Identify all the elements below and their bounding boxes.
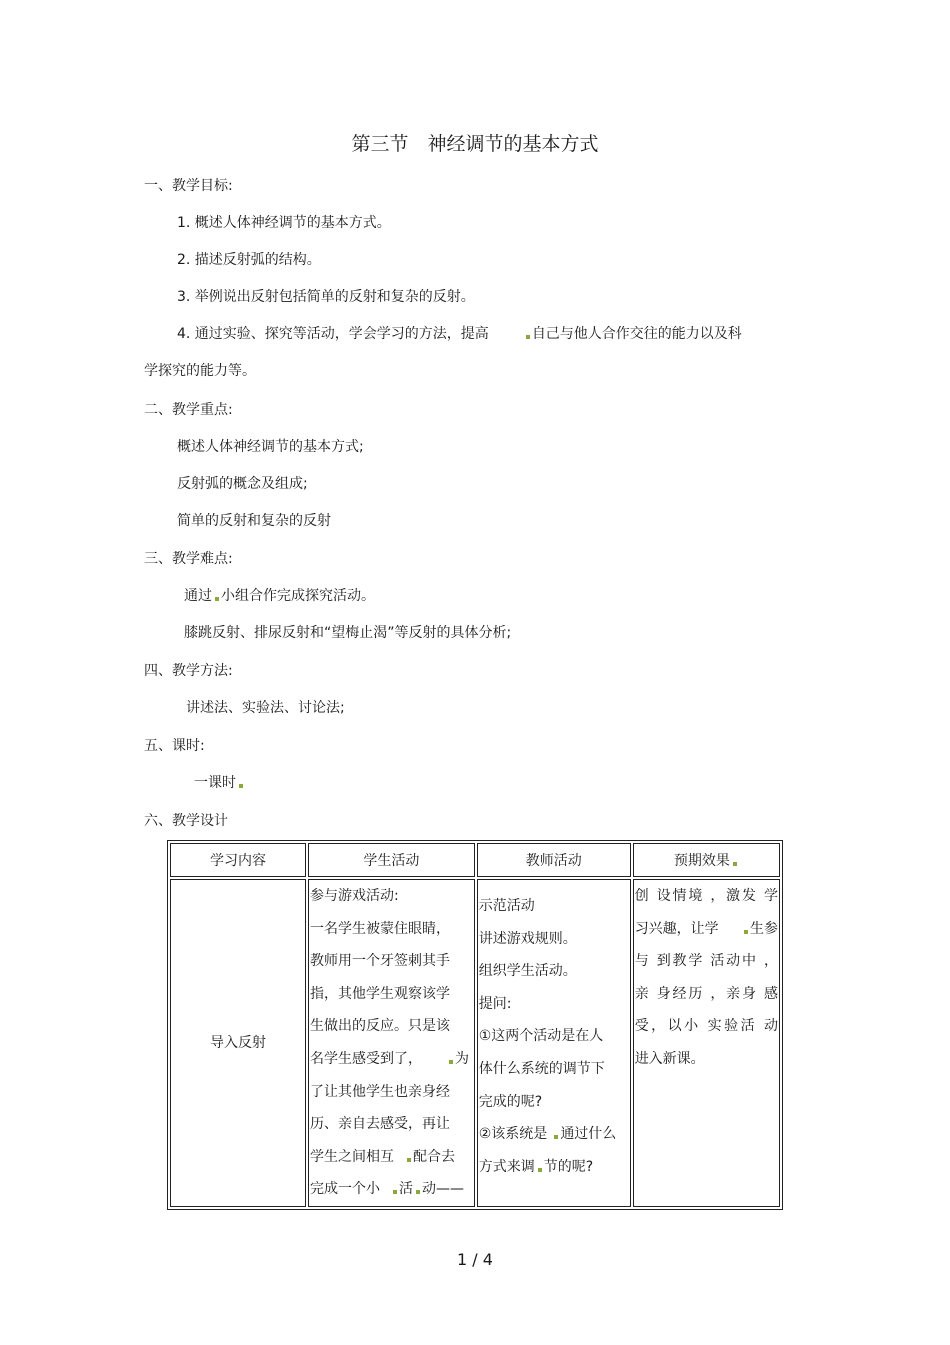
effect-line: 亲 身经历 ，亲身 感 [634, 985, 778, 1002]
page-title: 第三节 神经调节的基本方式 [351, 133, 599, 155]
mark-icon [215, 597, 219, 601]
objective-item-4-part2: 自己与他人合作交往的能力以及科 [531, 326, 742, 342]
student-line: 生做出的反应。只是该 [310, 1018, 451, 1035]
objective-item-4-part1: 4. 通过实验、探究等活动，学会学习的方法，提高 [177, 326, 489, 342]
header-expected-effect [633, 843, 780, 877]
mark-icon [526, 335, 530, 339]
student-line: 指，其他学生观察该学 [310, 985, 451, 1002]
student-line: 历、亲自去感受，再让 [310, 1116, 451, 1133]
section-heading-key-points: 二、教学重点: [144, 402, 233, 418]
section-heading-lessons: 五、课时: [144, 738, 205, 754]
mark-icon [407, 1158, 411, 1162]
student-line: 名学生感受到了， 为 [310, 1050, 470, 1067]
student-line: 教师用一个牙签刺其手 [310, 953, 451, 970]
objective-item-3: 3. 举例说出反射包括简单的反射和复杂的反射。 [177, 289, 475, 305]
teacher-line: ②该系统是 通过什么 [478, 1126, 617, 1143]
table-header-row [170, 843, 780, 877]
header-teacher-activity: 教师活动 [477, 843, 631, 877]
mark-icon [449, 1060, 453, 1064]
effect-line: 与 到教学 活动中 ， [634, 953, 778, 970]
effect-line: 受，以小 实验活 动 [634, 1018, 778, 1035]
student-line: 完成一个小 活 动—— [310, 1181, 465, 1198]
header-expected-effect-label: 预期效果 [673, 853, 730, 869]
header-student-activity: 学生活动 [308, 843, 475, 877]
mark-icon [239, 784, 243, 788]
objective-item-2: 2. 描述反射弧的结构。 [177, 252, 321, 268]
objective-item-1: 1. 概述人体神经调节的基本方式。 [177, 215, 391, 231]
teacher-line: ①这两个活动是在人 [478, 1028, 604, 1045]
student-line: 一名学生被蒙住眼睛， [310, 920, 451, 937]
cell-teacher-activity [477, 879, 631, 1207]
key-point-3: 简单的反射和复杂的反射 [177, 513, 331, 529]
student-line: 了让其他学生也亲身经 [310, 1083, 451, 1100]
mark-icon [393, 1190, 397, 1194]
effect-line: 创 设情境 ，激发 学 [634, 888, 778, 904]
mark-icon [744, 930, 748, 934]
difficulty-1-part2: 小组合作完成探究活动。 [221, 588, 375, 604]
teacher-line: 示范活动 [478, 898, 535, 914]
objective-item-4-continued: 学探究的能力等。 [144, 363, 256, 379]
mark-icon [538, 1168, 542, 1172]
header-content: 学习内容 [170, 843, 306, 877]
section-heading-difficulties: 三、教学难点: [144, 551, 233, 567]
lessons-value: 一课时 [194, 775, 236, 791]
lessons-text [194, 773, 245, 793]
cell-content: 导入反射 [170, 879, 306, 1207]
section-heading-objectives: 一、教学目标: [144, 178, 233, 194]
difficulty-2: 膝跳反射、排尿反射和“望梅止渴”等反射的具体分析; [184, 625, 512, 641]
cell-student-activity [308, 879, 475, 1207]
cell-expected-effect [633, 879, 780, 1207]
page-number: 1 / 4 [457, 1250, 493, 1269]
mark-icon [554, 1135, 558, 1139]
student-line: 学生之间相互 配合去 [310, 1148, 456, 1165]
teacher-line: 体什么系统的调节下 [478, 1060, 605, 1077]
mark-icon [416, 1190, 420, 1194]
difficulty-1-part1: 通过 [184, 588, 212, 604]
effect-line: 进入新课。 [634, 1050, 705, 1067]
teaching-design-table [167, 840, 783, 1210]
section-heading-design: 六、教学设计 [144, 813, 228, 829]
key-point-1: 概述人体神经调节的基本方式; [177, 439, 364, 455]
section-heading-methods: 四、教学方法: [144, 663, 233, 679]
teacher-line: 讲述游戏规则。 [478, 930, 577, 947]
student-line: 参与游戏活动: [310, 888, 399, 904]
effect-line: 习兴趣，让学 生参 [634, 920, 778, 937]
teacher-line: 组织学生活动。 [478, 963, 577, 980]
teacher-line: 完成的呢? [478, 1093, 543, 1110]
key-point-2: 反射弧的概念及组成; [177, 476, 308, 492]
methods-text: 讲述法、实验法、讨论法; [186, 700, 345, 716]
objective-item-4 [177, 324, 742, 344]
difficulty-1 [184, 586, 375, 606]
teacher-line: 方式来调 节的呢? [478, 1158, 594, 1175]
mark-icon [733, 862, 737, 866]
teacher-line: 提问: [478, 995, 512, 1012]
table-row [170, 879, 780, 1207]
